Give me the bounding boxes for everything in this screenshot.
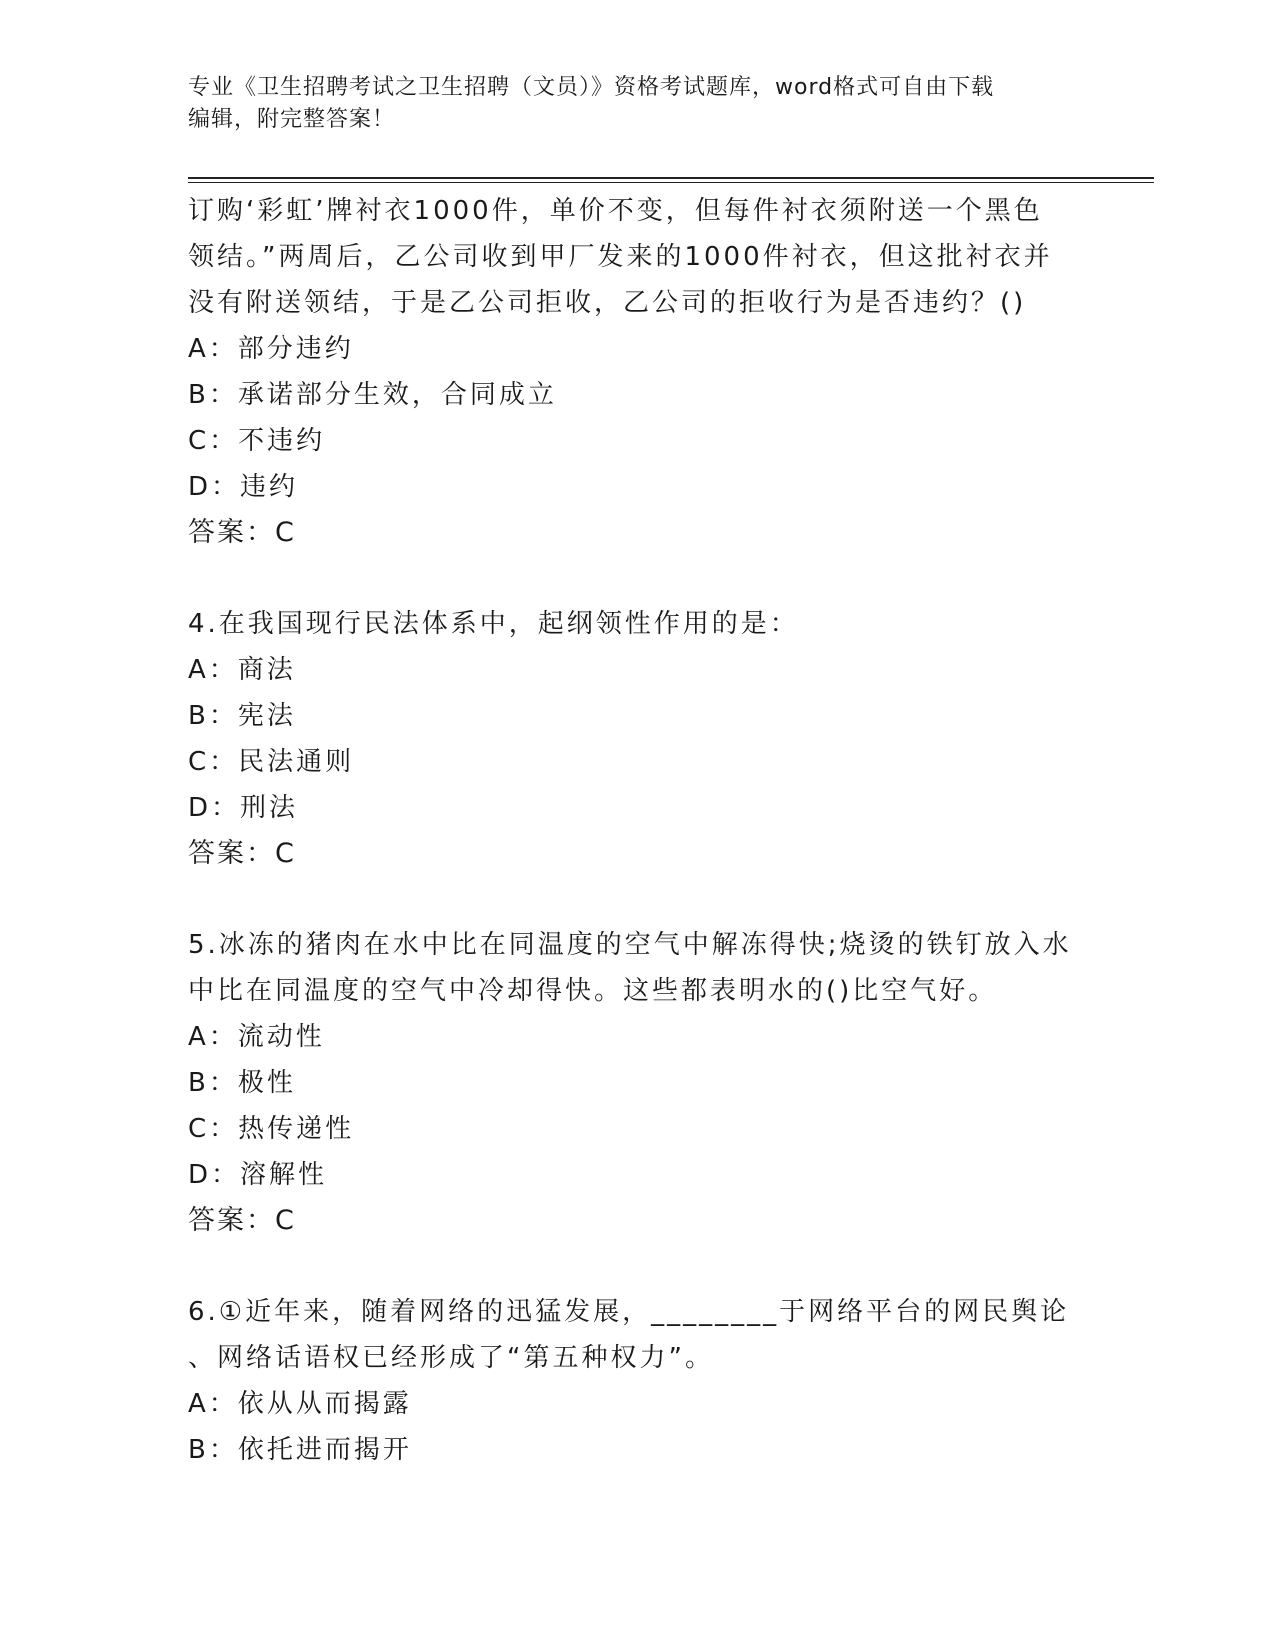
question-stem-line: 中比在同温度的空气中冷却得快。这些都表明水的()比空气好。 bbox=[188, 976, 998, 1006]
answer-label: 答案：C bbox=[188, 517, 296, 548]
question-stem-line: 领结。”两周后，乙公司收到甲厂发来的1000件衬衣，但这批衬衣并 bbox=[188, 242, 1053, 272]
option-b: B：极性 bbox=[188, 1068, 296, 1098]
question-stem-line: 、网络话语权已经形成了“第五种权力”。 bbox=[188, 1343, 714, 1373]
answer-label: 答案：C bbox=[188, 838, 296, 869]
question-stem-line: 4.在我国现行民法体系中，起纲领性作用的是： bbox=[188, 609, 799, 639]
option-d: D：违约 bbox=[188, 472, 299, 502]
question-3 bbox=[188, 188, 1088, 556]
option-a: A：依从从而揭露 bbox=[188, 1389, 412, 1419]
header-divider-thick bbox=[188, 177, 1154, 179]
question-stem-line: 6.①近年来，随着网络的迅猛发展，________于网络平台的网民舆论 bbox=[188, 1297, 1070, 1327]
option-c: C：不违约 bbox=[188, 426, 326, 456]
spacer bbox=[188, 877, 1088, 922]
option-b: B：依托进而揭开 bbox=[188, 1435, 412, 1465]
header-line-1: 专业《卫生招聘考试之卫生招聘（文员）》资格考试题库，word格式可自由下载 bbox=[188, 75, 995, 100]
header-divider-thin bbox=[188, 182, 1154, 183]
spacer bbox=[188, 556, 1088, 601]
question-stem-line: 订购‘彩虹’牌衬衣1000件，单价不变，但每件衬衣须附送一个黑色 bbox=[188, 196, 1043, 226]
question-6 bbox=[188, 1289, 1088, 1473]
question-4 bbox=[188, 601, 1088, 877]
option-a: A：部分违约 bbox=[188, 334, 354, 364]
spacer bbox=[188, 1244, 1088, 1289]
question-list bbox=[188, 188, 1088, 1473]
option-c: C：热传递性 bbox=[188, 1114, 355, 1144]
answer-label: 答案：C bbox=[188, 1205, 296, 1236]
option-b: B：承诺部分生效，合同成立 bbox=[188, 380, 557, 410]
option-b: B：宪法 bbox=[188, 701, 296, 731]
option-c: C：民法通则 bbox=[188, 747, 355, 777]
header-line-2: 编辑，附完整答案！ bbox=[188, 107, 396, 132]
option-d: D：溶解性 bbox=[188, 1160, 328, 1190]
option-a: A：商法 bbox=[188, 655, 296, 685]
option-d: D：刑法 bbox=[188, 793, 299, 823]
option-a: A：流动性 bbox=[188, 1022, 325, 1052]
question-stem-line: 没有附送领结，于是乙公司拒收，乙公司的拒收行为是否违约？() bbox=[188, 288, 1027, 318]
question-stem-line: 5.冰冻的猪肉在水中比在同温度的空气中解冻得快;烧烫的铁钉放入水 bbox=[188, 930, 1072, 960]
document-header bbox=[188, 72, 1088, 136]
question-5 bbox=[188, 922, 1088, 1244]
